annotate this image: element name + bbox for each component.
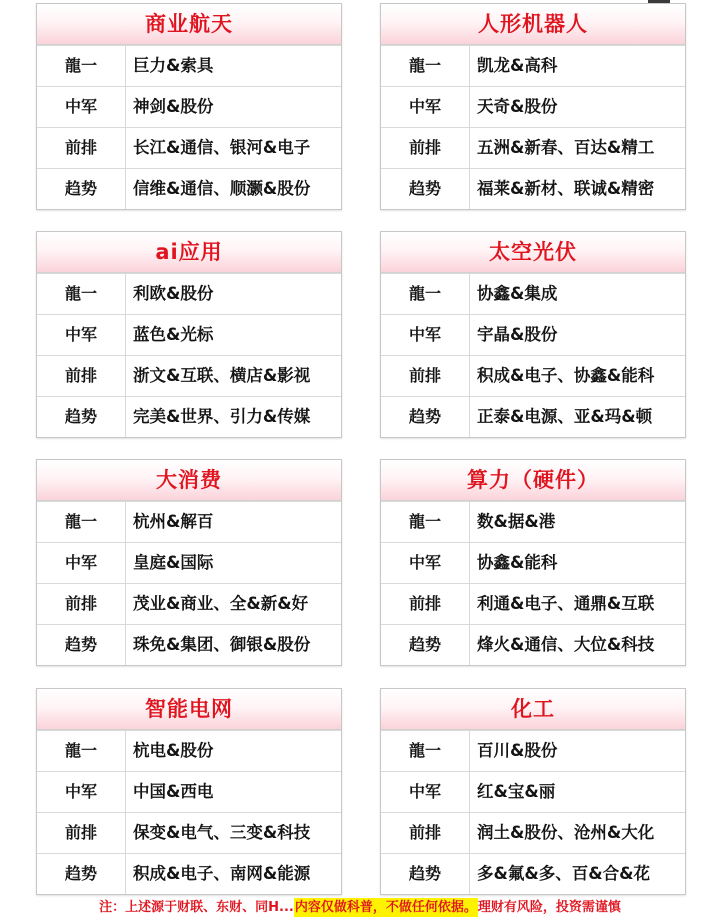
row-value: 天奇&股份 xyxy=(477,97,558,116)
row-value: 五洲&新春、百达&精工 xyxy=(477,138,655,157)
row-value: 红&宝&丽 xyxy=(477,782,556,801)
row-value: 完美&世界、引力&传媒 xyxy=(133,407,311,426)
row-value: 信维&通信、顺灏&股份 xyxy=(133,179,311,198)
disclaimer-prefix: 注：上述源于财联、东财、同H... xyxy=(99,900,294,915)
row-label: 龍一 xyxy=(37,46,126,86)
card-title: 人形机器人 xyxy=(381,4,685,45)
table-row xyxy=(381,314,685,355)
row-label: 趋势 xyxy=(381,854,470,894)
row-value: 润土&股份、沧州&大化 xyxy=(477,823,655,842)
table-row xyxy=(381,853,685,894)
table-row xyxy=(37,624,341,665)
table-row xyxy=(381,355,685,396)
row-label: 前排 xyxy=(37,128,126,168)
sector-card-space-photovoltaic xyxy=(380,231,686,438)
card-title: 太空光伏 xyxy=(381,232,685,273)
disclaimer-suffix: 理财有风险，投资需谨慎 xyxy=(477,900,621,915)
sector-card-humanoid-robot xyxy=(380,3,686,210)
row-label: 趋势 xyxy=(37,854,126,894)
table-row xyxy=(381,86,685,127)
row-label: 中军 xyxy=(37,772,126,812)
row-value: 协鑫&集成 xyxy=(477,284,558,303)
row-label: 中军 xyxy=(381,772,470,812)
row-label: 前排 xyxy=(37,356,126,396)
table-row xyxy=(37,127,341,168)
table-row xyxy=(381,501,685,542)
card-title: 化工 xyxy=(381,689,685,730)
table-row xyxy=(381,542,685,583)
row-value: 宇晶&股份 xyxy=(477,325,558,344)
row-value: 正泰&电源、亚&玛&顿 xyxy=(477,407,653,426)
row-label: 龍一 xyxy=(381,731,470,771)
table-row xyxy=(381,396,685,437)
row-label: 龍一 xyxy=(37,274,126,314)
table-row xyxy=(381,624,685,665)
row-value: 协鑫&能科 xyxy=(477,553,558,572)
row-label: 龍一 xyxy=(37,731,126,771)
sector-card-ai-application xyxy=(36,231,342,438)
row-label: 前排 xyxy=(381,128,470,168)
row-label: 前排 xyxy=(381,356,470,396)
row-label: 前排 xyxy=(37,813,126,853)
row-label: 趋势 xyxy=(381,397,470,437)
row-label: 龍一 xyxy=(381,274,470,314)
row-value: 数&据&港 xyxy=(477,512,556,531)
row-label: 龍一 xyxy=(381,46,470,86)
card-title: 大消费 xyxy=(37,460,341,501)
table-row xyxy=(381,273,685,314)
table-row xyxy=(381,771,685,812)
row-value: 福莱&新材、联诚&精密 xyxy=(477,179,655,198)
row-label: 龍一 xyxy=(37,502,126,542)
table-row xyxy=(37,730,341,771)
row-label: 前排 xyxy=(381,584,470,624)
sector-card-commercial-space xyxy=(36,3,342,210)
table-row xyxy=(37,812,341,853)
table-row xyxy=(37,853,341,894)
row-value: 积成&电子、南网&能源 xyxy=(133,864,311,883)
card-title: 商业航天 xyxy=(37,4,341,45)
row-value: 杭州&解百 xyxy=(133,512,214,531)
row-label: 趋势 xyxy=(381,169,470,209)
row-label: 趋势 xyxy=(37,625,126,665)
row-label: 趋势 xyxy=(37,397,126,437)
row-label: 中军 xyxy=(37,87,126,127)
row-value: 珠免&集团、御银&股份 xyxy=(133,635,311,654)
row-value: 百川&股份 xyxy=(477,741,558,760)
table-row xyxy=(37,583,341,624)
table-row xyxy=(37,314,341,355)
row-label: 趋势 xyxy=(381,625,470,665)
row-value: 积成&电子、协鑫&能科 xyxy=(477,366,655,385)
table-row xyxy=(37,273,341,314)
sector-card-consumption xyxy=(36,459,342,666)
disclaimer-highlight: 内容仅做科普，不做任何依据。 xyxy=(294,900,477,915)
row-value: 中国&西电 xyxy=(133,782,214,801)
table-row xyxy=(37,45,341,86)
table-row xyxy=(37,86,341,127)
row-value: 蓝色&光标 xyxy=(133,325,214,344)
table-row xyxy=(381,583,685,624)
card-title: ai应用 xyxy=(37,232,341,273)
row-value: 茂业&商业、全&新&好 xyxy=(133,594,309,613)
row-label: 中军 xyxy=(381,543,470,583)
row-value: 利欧&股份 xyxy=(133,284,214,303)
row-value: 多&氟&多、百&合&花 xyxy=(477,864,651,883)
row-value: 神剑&股份 xyxy=(133,97,214,116)
table-row xyxy=(381,730,685,771)
table-row xyxy=(37,168,341,209)
sector-card-smart-grid xyxy=(36,688,342,895)
row-value: 保变&电气、三变&科技 xyxy=(133,823,311,842)
table-row xyxy=(37,542,341,583)
disclaimer-footer xyxy=(0,893,720,924)
row-value: 浙文&互联、横店&影视 xyxy=(133,366,311,385)
row-value: 巨力&索具 xyxy=(133,56,214,75)
row-value: 皇庭&国际 xyxy=(133,553,214,572)
row-value: 长江&通信、银河&电子 xyxy=(133,138,311,157)
table-row xyxy=(381,168,685,209)
row-label: 中军 xyxy=(381,87,470,127)
row-label: 前排 xyxy=(381,813,470,853)
row-label: 中军 xyxy=(37,315,126,355)
table-row xyxy=(37,396,341,437)
card-title: 算力（硬件） xyxy=(381,460,685,501)
table-row xyxy=(381,812,685,853)
row-value: 烽火&通信、大位&科技 xyxy=(477,635,655,654)
row-value: 杭电&股份 xyxy=(133,741,214,760)
sector-card-chemical xyxy=(380,688,686,895)
sector-card-computing-hardware xyxy=(380,459,686,666)
table-row xyxy=(381,127,685,168)
row-label: 趋势 xyxy=(37,169,126,209)
card-title: 智能电网 xyxy=(37,689,341,730)
table-row xyxy=(37,771,341,812)
row-label: 前排 xyxy=(37,584,126,624)
row-label: 中军 xyxy=(381,315,470,355)
row-value: 利通&电子、通鼎&互联 xyxy=(477,594,655,613)
row-value: 凯龙&高科 xyxy=(477,56,558,75)
table-row xyxy=(381,45,685,86)
row-label: 中军 xyxy=(37,543,126,583)
table-row xyxy=(37,501,341,542)
row-label: 龍一 xyxy=(381,502,470,542)
table-row xyxy=(37,355,341,396)
